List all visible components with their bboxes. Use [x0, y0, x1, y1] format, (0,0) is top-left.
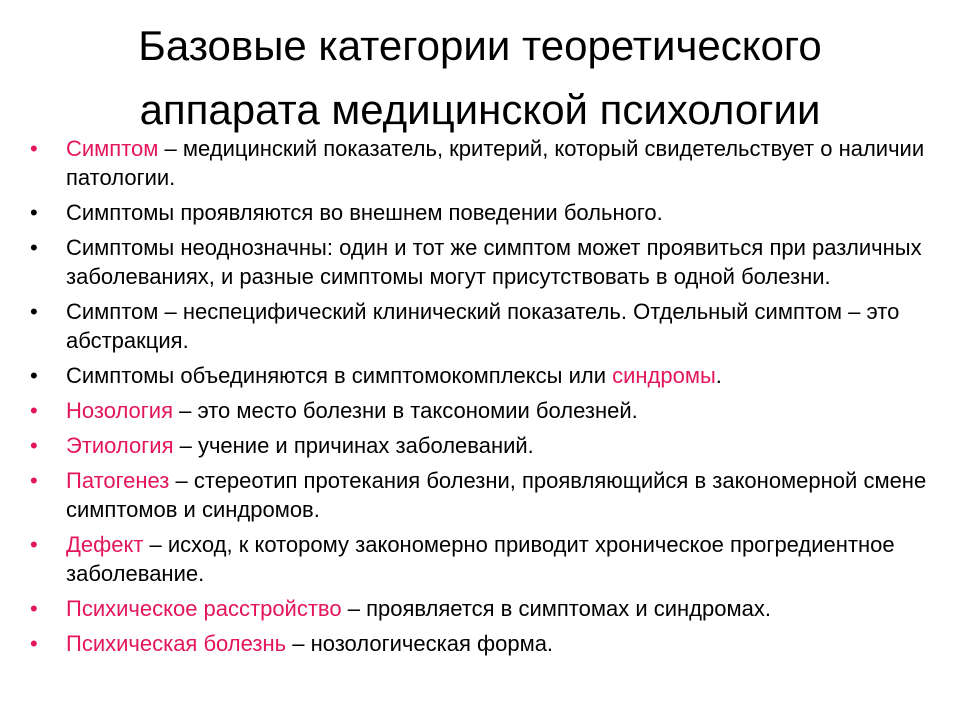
bullet-marker: •	[30, 136, 38, 161]
slide-title-line-2: аппарата медицинской психологии	[139, 86, 821, 133]
bullet-text: – это место болезни в таксономии болезней.	[173, 398, 638, 423]
bullet-term: Симптом	[66, 136, 159, 161]
bullet-marker: •	[30, 398, 38, 423]
bullet-marker: •	[30, 433, 38, 458]
bullet-text: – нозологическая форма.	[286, 631, 554, 656]
bullet-item	[30, 431, 930, 460]
bullet-list	[30, 134, 930, 664]
bullet-marker: •	[30, 631, 38, 656]
bullet-marker: •	[30, 299, 38, 324]
bullet-text: – проявляется в симптомах и синдромах.	[341, 596, 771, 621]
bullet-text: – исход, к которому закономерно приводит хроническое прогредиентное заболевание.	[66, 532, 895, 586]
bullet-term: Этиология	[66, 433, 174, 458]
bullet-marker: •	[30, 200, 38, 225]
bullet-term: синдромы	[612, 363, 716, 388]
bullet-marker: •	[30, 363, 38, 388]
bullet-item	[30, 396, 930, 425]
slide-title-line-1: Базовые категории теоретического	[138, 22, 822, 69]
bullet-item	[30, 530, 930, 588]
bullet-marker: •	[30, 235, 38, 260]
bullet-item	[30, 594, 930, 623]
bullet-text: – учение и причинах заболеваний.	[173, 433, 534, 458]
bullet-item	[30, 233, 930, 291]
bullet-term: Патогенез	[66, 468, 170, 493]
bullet-term: Дефект	[66, 532, 144, 557]
bullet-term: Психическое расстройство	[66, 596, 342, 621]
bullet-term: Нозология	[66, 398, 174, 423]
bullet-marker: •	[30, 596, 38, 621]
bullet-text: – стереотип протекания болезни, проявляющийся в закономерной смене симптомов и синдромов.	[66, 468, 927, 522]
bullet-marker: •	[30, 468, 38, 493]
bullet-text: Симптом – неспецифический клинический показатель. Отдельный симптом – это абстракция.	[66, 299, 900, 353]
bullet-term: Психическая болезнь	[66, 631, 287, 656]
bullet-item	[30, 297, 930, 355]
bullet-item	[30, 629, 930, 658]
bullet-item	[30, 134, 930, 192]
slide-title	[40, 14, 920, 142]
bullet-marker: •	[30, 532, 38, 557]
bullet-item	[30, 198, 930, 227]
bullet-text: – медицинский показатель, критерий, который свидетельствует о наличии патологии.	[66, 136, 925, 190]
bullet-text: Симптомы проявляются во внешнем поведении больного.	[66, 200, 663, 225]
bullet-tail: .	[715, 363, 722, 388]
bullet-item	[30, 466, 930, 524]
bullet-item	[30, 361, 930, 390]
bullet-text: Симптомы неоднозначны: один и тот же симптом может проявиться при различных заболеваниях, и разные симптомы могут присутствовать в одной болезни.	[66, 235, 922, 289]
bullet-text: Симптомы объединяются в симптомокомплексы или	[66, 363, 613, 388]
